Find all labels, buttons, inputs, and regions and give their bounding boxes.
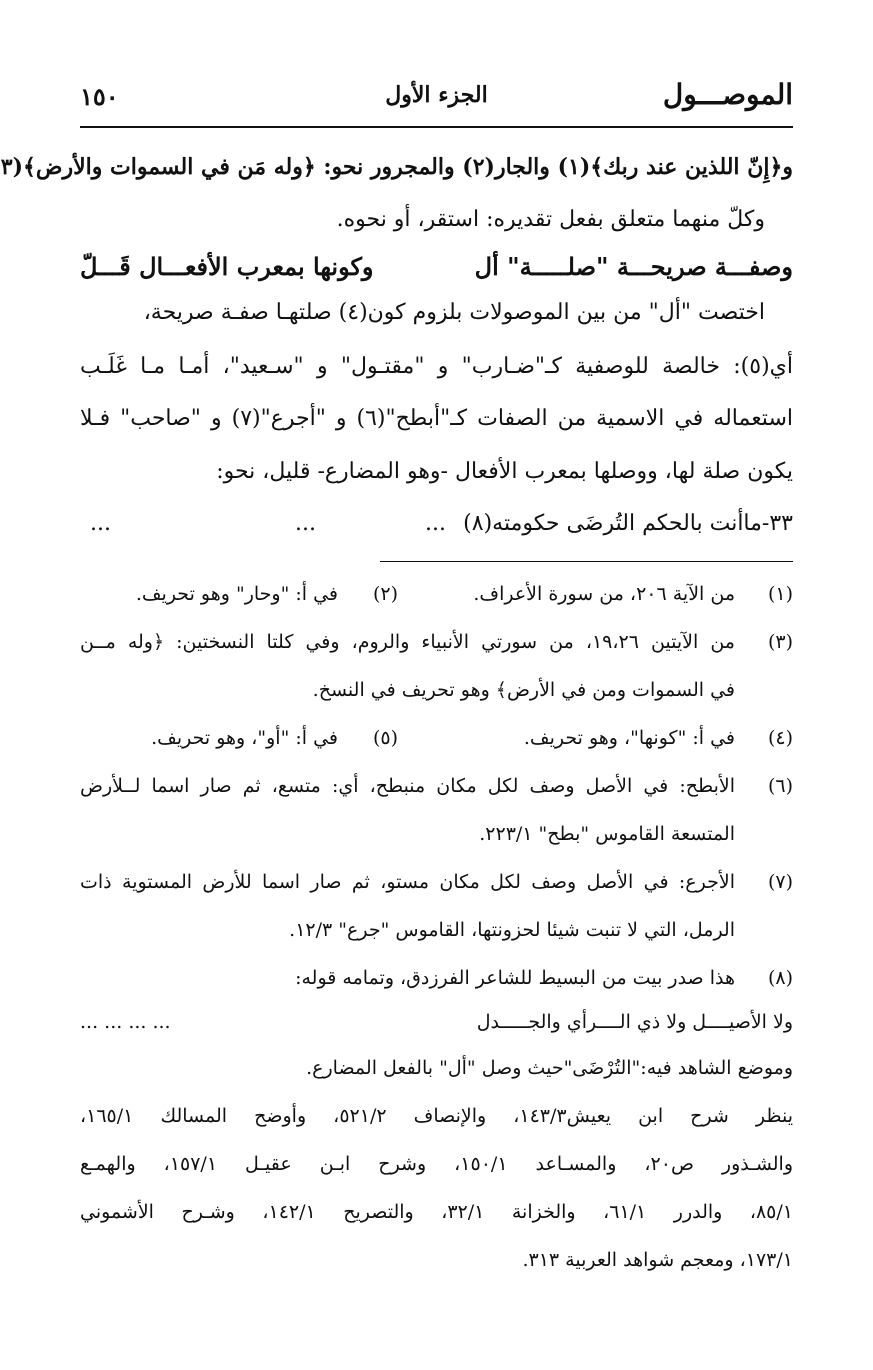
footnote-text: الأجرع: في الأصل وصف لكل مكان مستو، ثم صار اسما للأرض المستوية ذات <box>80 871 735 893</box>
footnote-number: (٤) <box>767 727 793 749</box>
heading-left: وكونها بمعرب الأفعـــال قَـــلّ <box>80 252 374 281</box>
footnote-number: (٣) <box>767 631 793 653</box>
verse-text: ٣٣-ماأنت بالحكم التُرضَى حكومته(٨) <box>463 511 793 536</box>
body-line-1: و﴿إِنّ اللذين عند ربك﴾(١) والجار(٢) والمجرور نحو: ﴿وله مَن في السموات والأرض﴾(٣ <box>0 154 793 180</box>
footnote-number: (٨) <box>767 967 793 989</box>
footnote-text-cont: وموضع الشاهد فيه:"التُرْضَى"حيث وصل "أل" بالفعل المضارع. <box>306 1057 793 1079</box>
footnote-text: من الآية ٢٠٦، من سورة الأعراف. <box>473 583 735 605</box>
footnote-text-cont: الرمل، التي لا تنبت شيئا لحزونتها، القاموس "جرع" ١٢/٣. <box>289 919 735 941</box>
footnote-text-cont: والشـذور ص٢٠، والمسـاعد ١٥٠/١، وشرح ابـن عقيـل ١٥٧/١، والهمـع <box>80 1153 794 1175</box>
body-line-6: يكون صلة لها، ووصلها بمعرب الأفعال -وهو المضارع- قليل، نحو: <box>216 459 793 484</box>
page-header <box>80 78 793 118</box>
footnote-text: هذا صدر بيت من البسيط للشاعر الفرزدق، وتمامه قوله: <box>295 967 735 989</box>
footnote-text: من الآيتين ١٩،٢٦، من سورتي الأنبياء والروم، وفي كلتا النسختين: ﴿وله مــن <box>80 631 735 653</box>
part-title: الجزء الأول <box>385 82 488 108</box>
footnote-number: (٦) <box>767 775 793 797</box>
body-line-5: استعماله في الاسمية من الصفات كـ"أبطح"(٦) و "أجرع"(٧) و "صاحب" فـلا <box>80 406 793 431</box>
verse-dots: ... ... ... ... <box>80 1011 171 1033</box>
footnote-verse <box>80 1008 793 1036</box>
page-number: ١٥٠ <box>80 82 119 111</box>
footnote-text: في أ: "كونها"، وهو تحريف. <box>523 727 735 749</box>
verse-dots-2: ... <box>295 511 316 536</box>
footnote-number: (١) <box>767 583 793 605</box>
footnote-text-cont: ٨٥/١، والدرر ٦١/١، والخزانة ٣٢/١، والتصريح ١٤٢/١، وشـرح الأشموني <box>80 1201 793 1223</box>
chapter-title: الموصـــول <box>662 78 793 111</box>
footnote-text: في أ: "أو"، وهو تحريف. <box>151 727 338 749</box>
footnote-text-cont: المتسعة القاموس "بطح" ٢٢٣/١. <box>479 823 735 845</box>
footnote-number: (٥) <box>372 727 398 749</box>
footnote-number: (٢) <box>372 583 398 605</box>
heading-right: وصفـــة صريحـــة "صلـــــة" أل <box>474 252 793 281</box>
footnote-text-cont: في السموات ومن في الأرض﴾ وهو تحريف في النسخ. <box>312 679 735 701</box>
verse-dots-1: ... <box>425 511 446 536</box>
verse-dots-3: ... <box>90 511 111 536</box>
verse-completion: ولا الأصيــــل ولا ذي الــــرأي والجـــــدل <box>476 1011 793 1033</box>
footnote-text-cont: ينظر شرح ابن يعيش١٤٣/٣، والإنصاف ٥٢١/٢، وأوضح المسالك ١٦٥/١، <box>80 1105 793 1127</box>
footnote-rule <box>380 561 793 562</box>
footnote-text: في أ: "وحار" وهو تحريف. <box>135 583 338 605</box>
body-line-2: وكلّ منهما متعلق بفعل تقديره: استقر، أو نحوه. <box>336 207 765 232</box>
footnote-text-cont: ١٧٣/١، ومعجم شواهد العربية ٣١٣. <box>522 1249 793 1271</box>
section-heading <box>80 252 793 286</box>
footnote-number: (٧) <box>767 871 793 893</box>
footnote-text: الأبطح: في الأصل وصف لكل مكان منبطح، أي: متسع، ثم صار اسما لــلأرض <box>80 775 735 797</box>
body-line-3: اختصت "أل" من بين الموصولات بلزوم كون(٤) صلتهـا صفـة صريحة، <box>143 300 765 325</box>
body-line-4: أي(٥): خالصة للوصفية كـ"ضـارب" و "مقتـول" و "سـعيد"، أمـا مـا غَلَـب <box>80 354 793 379</box>
header-rule <box>80 126 793 128</box>
